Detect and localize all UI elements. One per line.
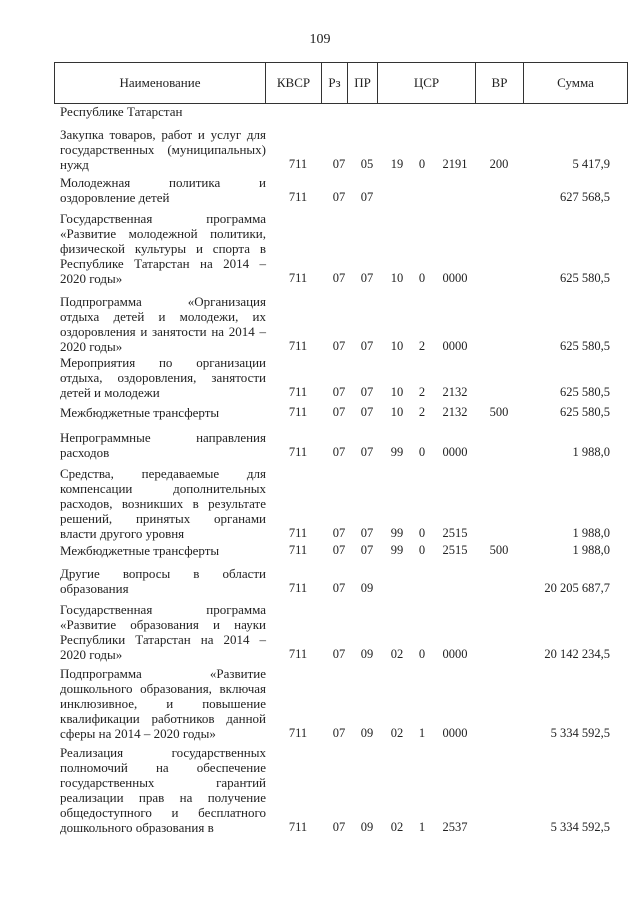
sum-cell: 1 988,0 — [572, 526, 610, 540]
rz-cell: 07 — [332, 190, 346, 204]
row-name-line: «Развитие образования и науки — [60, 617, 266, 632]
pr-cell: 07 — [360, 190, 374, 204]
page-number: 109 — [309, 32, 331, 47]
row-name-line: решений, принятых органами — [60, 511, 266, 526]
sum-cell: 625 580,5 — [560, 385, 610, 399]
row-name-line: Межбюджетные трансферты — [60, 543, 220, 558]
pr-cell: 05 — [360, 157, 374, 171]
row-name-line: детей и молодежи — [60, 385, 160, 400]
csr-program-cell: 10 — [390, 271, 404, 285]
sum-cell: 625 580,5 — [560, 271, 610, 285]
header-name: Наименование — [54, 62, 266, 104]
sum-cell: 625 580,5 — [560, 405, 610, 419]
header-vr: ВР — [476, 62, 524, 104]
pr-cell: 07 — [360, 445, 374, 459]
header-csr: ЦСР — [378, 62, 476, 104]
kvsr-cell: 711 — [288, 647, 308, 661]
csr-direction-cell: 2191 — [442, 157, 468, 171]
sum-cell: 20 205 687,7 — [544, 581, 610, 595]
row-name-line: инклюзивное, и повышение — [60, 696, 266, 711]
row-name-line: квалификации работников данной — [60, 711, 266, 726]
sum-cell: 627 568,5 — [560, 190, 610, 204]
pr-cell: 09 — [360, 726, 374, 740]
row-name-line: Подпрограмма «Развитие — [60, 666, 266, 681]
row-name-line: Межбюджетные трансферты — [60, 405, 220, 420]
kvsr-cell: 711 — [288, 820, 308, 834]
row-name-line: 2020 годы» — [60, 339, 123, 354]
csr-program-cell: 10 — [390, 339, 404, 353]
csr-subprogram-cell: 0 — [418, 271, 426, 285]
csr-subprogram-cell: 0 — [418, 526, 426, 540]
row-name-line: Средства, передаваемые для — [60, 466, 266, 481]
sum-cell: 1 988,0 — [572, 445, 610, 459]
csr-program-cell: 10 — [390, 385, 404, 399]
row-name-line: Республике Татарстан на 2014 – — [60, 256, 266, 271]
row-name-line: Молодежная политика и — [60, 175, 266, 190]
pr-cell: 07 — [360, 526, 374, 540]
vr-cell: 500 — [489, 543, 509, 557]
rz-cell: 07 — [332, 339, 346, 353]
row-name-line: Другие вопросы в области — [60, 566, 266, 581]
row-name-line: общедоступного и бесплатного — [60, 805, 266, 820]
rz-cell: 07 — [332, 543, 346, 557]
row-name-line: реализации прав на получение — [60, 790, 266, 805]
kvsr-cell: 711 — [288, 157, 308, 171]
csr-direction-cell: 0000 — [442, 271, 468, 285]
row-name-line: Государственная программа — [60, 211, 266, 226]
csr-subprogram-cell: 0 — [418, 543, 426, 557]
kvsr-cell: 711 — [288, 526, 308, 540]
rz-cell: 07 — [332, 271, 346, 285]
vr-cell: 200 — [489, 157, 509, 171]
csr-subprogram-cell: 0 — [418, 647, 426, 661]
rz-cell: 07 — [332, 647, 346, 661]
row-name-line: оздоровления и занятости на 2014 – — [60, 324, 266, 339]
row-name-line: Республике Татарстан — [60, 104, 183, 119]
kvsr-cell: 711 — [288, 190, 308, 204]
rz-cell: 07 — [332, 157, 346, 171]
rz-cell: 07 — [332, 405, 346, 419]
pr-cell: 09 — [360, 581, 374, 595]
csr-direction-cell: 2132 — [442, 405, 468, 419]
row-name-line: Закупка товаров, работ и услуг для — [60, 127, 266, 142]
row-name-line: образования — [60, 581, 129, 596]
csr-program-cell: 19 — [390, 157, 404, 171]
rz-cell: 07 — [332, 726, 346, 740]
row-name-line: отдыха, оздоровления, занятости — [60, 370, 266, 385]
row-name-line: дошкольного образования, включая — [60, 681, 266, 696]
row-name-line: Непрограммные направления — [60, 430, 266, 445]
pr-cell: 07 — [360, 405, 374, 419]
row-name-line: расходов, возникших в результате — [60, 496, 266, 511]
rz-cell: 07 — [332, 385, 346, 399]
csr-direction-cell: 2537 — [442, 820, 468, 834]
csr-subprogram-cell: 0 — [418, 157, 426, 171]
csr-program-cell: 99 — [390, 526, 404, 540]
header-sum: Сумма — [524, 62, 628, 104]
row-name-line: Государственная программа — [60, 602, 266, 617]
kvsr-cell: 711 — [288, 726, 308, 740]
pr-cell: 09 — [360, 820, 374, 834]
csr-subprogram-cell: 2 — [418, 339, 426, 353]
header-pr: ПР — [348, 62, 378, 104]
kvsr-cell: 711 — [288, 339, 308, 353]
csr-subprogram-cell: 2 — [418, 385, 426, 399]
row-name-line: 2020 годы» — [60, 271, 123, 286]
sum-cell: 1 988,0 — [572, 543, 610, 557]
kvsr-cell: 711 — [288, 405, 308, 419]
row-name-line: власти другого уровня — [60, 526, 185, 541]
sum-cell: 625 580,5 — [560, 339, 610, 353]
header-kvsr: КВСР — [266, 62, 322, 104]
header-rz: Рз — [322, 62, 348, 104]
kvsr-cell: 711 — [288, 581, 308, 595]
csr-direction-cell: 2515 — [442, 526, 468, 540]
row-name-line: государственных гарантий — [60, 775, 266, 790]
kvsr-cell: 711 — [288, 445, 308, 459]
csr-program-cell: 10 — [390, 405, 404, 419]
row-name-line: 2020 годы» — [60, 647, 123, 662]
csr-subprogram-cell: 1 — [418, 726, 426, 740]
row-name-line: Республики Татарстан на 2014 – — [60, 632, 266, 647]
row-name-line: государственных (муниципальных) — [60, 142, 266, 157]
row-name-line: Реализация государственных — [60, 745, 266, 760]
vr-cell: 500 — [489, 405, 509, 419]
table-header — [54, 62, 628, 104]
pr-cell: 07 — [360, 385, 374, 399]
row-name-line: полномочий на обеспечение — [60, 760, 266, 775]
pr-cell: 07 — [360, 339, 374, 353]
csr-program-cell: 02 — [390, 647, 404, 661]
row-name-line: «Развитие молодежной политики, — [60, 226, 266, 241]
sum-cell: 5 334 592,5 — [550, 726, 610, 740]
csr-direction-cell: 0000 — [442, 339, 468, 353]
row-name-line: дошкольного образования в — [60, 820, 214, 835]
csr-program-cell: 99 — [390, 445, 404, 459]
csr-direction-cell: 0000 — [442, 647, 468, 661]
row-name-line: Мероприятия по организации — [60, 355, 266, 370]
csr-program-cell: 02 — [390, 820, 404, 834]
rz-cell: 07 — [332, 581, 346, 595]
csr-program-cell: 02 — [390, 726, 404, 740]
row-name-line: расходов — [60, 445, 110, 460]
rz-cell: 07 — [332, 445, 346, 459]
row-name-line: сферы на 2014 – 2020 годы» — [60, 726, 216, 741]
sum-cell: 20 142 234,5 — [544, 647, 610, 661]
csr-subprogram-cell: 0 — [418, 445, 426, 459]
csr-program-cell: 99 — [390, 543, 404, 557]
row-name-line: компенсации дополнительных — [60, 481, 266, 496]
sum-cell: 5 334 592,5 — [550, 820, 610, 834]
kvsr-cell: 711 — [288, 543, 308, 557]
kvsr-cell: 711 — [288, 271, 308, 285]
row-name-line: нужд — [60, 157, 89, 172]
row-name-line: отдыха детей и молодежи, их — [60, 309, 266, 324]
row-name-line: Подпрограмма «Организация — [60, 294, 266, 309]
csr-subprogram-cell: 1 — [418, 820, 426, 834]
csr-direction-cell: 2515 — [442, 543, 468, 557]
csr-direction-cell: 0000 — [442, 445, 468, 459]
rz-cell: 07 — [332, 820, 346, 834]
kvsr-cell: 711 — [288, 385, 308, 399]
pr-cell: 07 — [360, 271, 374, 285]
sum-cell: 5 417,9 — [572, 157, 610, 171]
rz-cell: 07 — [332, 526, 346, 540]
pr-cell: 09 — [360, 647, 374, 661]
csr-direction-cell: 2132 — [442, 385, 468, 399]
pr-cell: 07 — [360, 543, 374, 557]
csr-subprogram-cell: 2 — [418, 405, 426, 419]
row-name-line: оздоровление детей — [60, 190, 170, 205]
row-name-line: физической культуры и спорта в — [60, 241, 266, 256]
csr-direction-cell: 0000 — [442, 726, 468, 740]
